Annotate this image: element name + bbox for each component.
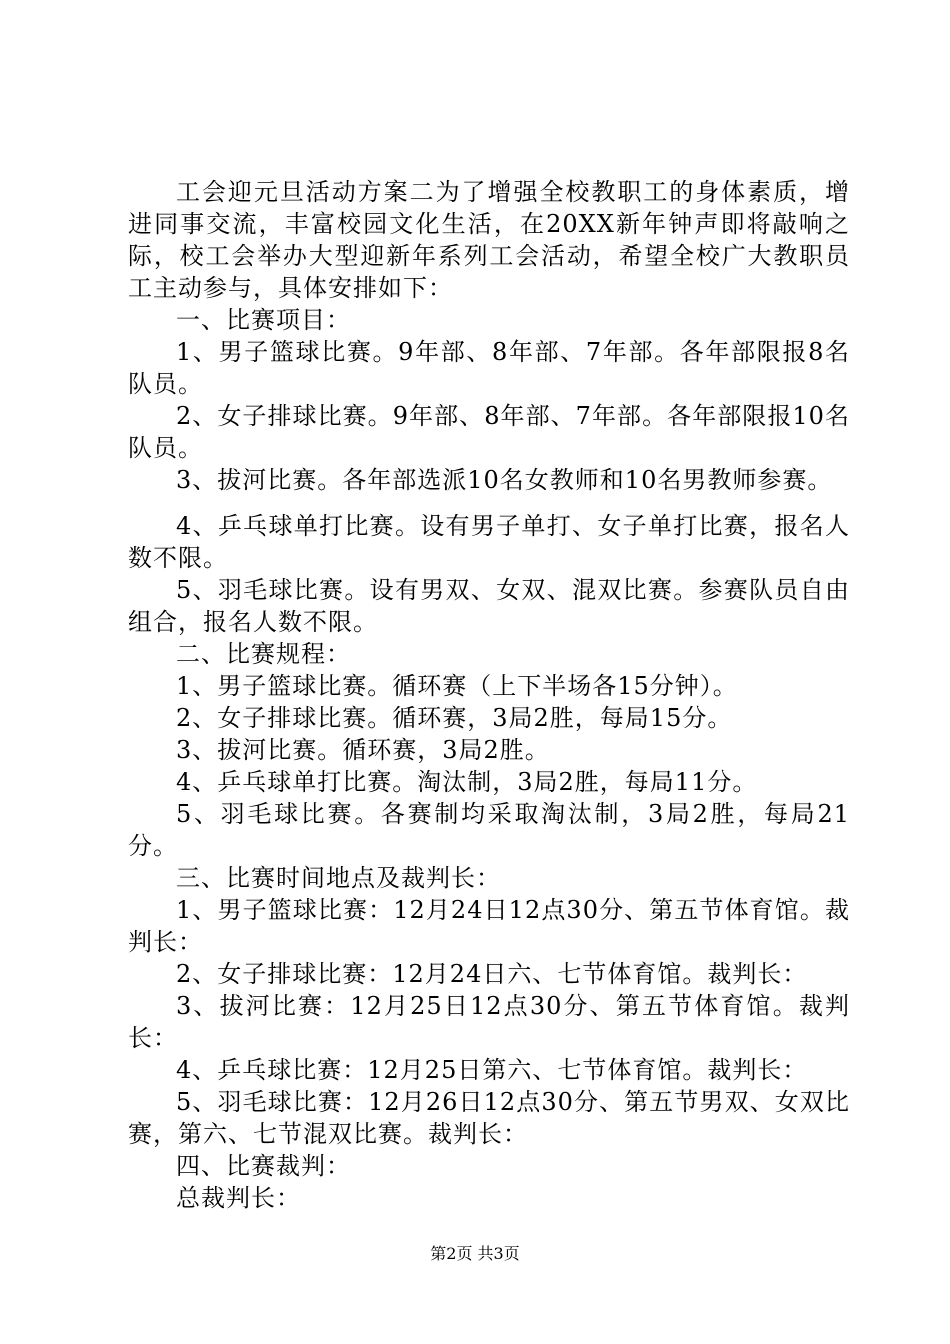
schedule-badminton: 5、羽毛球比赛：12月26日12点30分、第五节男双、女双比赛，第六、七节混双比赛。裁判长： xyxy=(128,1088,850,1148)
intro-paragraph: 工会迎元旦活动方案二为了增强全校教职工的身体素质，增进同事交流，丰富校园文化生活，在20XX新年钟声即将敲响之际，校工会举办大型迎新年系列工会活动，希望全校广大教职员工主动参与，具体安排如下： xyxy=(128,178,850,302)
section-heading-referees: 四、比赛裁判： xyxy=(176,1152,351,1180)
chief-referee-line: 总裁判长： xyxy=(176,1184,301,1212)
rule-table-tennis: 4、乒乓球单打比赛。淘汰制，3局2胜，每局11分。 xyxy=(176,768,758,796)
section-heading-items: 一、比赛项目： xyxy=(176,306,351,334)
rule-volleyball: 2、女子排球比赛。循环赛，3局2胜，每局15分。 xyxy=(176,704,733,732)
section-heading-rules: 二、比赛规程： xyxy=(176,640,351,668)
schedule-table-tennis: 4、乒乓球比赛：12月25日第六、七节体育馆。裁判长： xyxy=(176,1056,808,1084)
schedule-tug-of-war: 3、拔河比赛：12月25日12点30分、第五节体育馆。裁判长： xyxy=(128,992,850,1052)
rule-basketball: 1、男子篮球比赛。循环赛（上下半场各15分钟）。 xyxy=(176,672,738,700)
rule-badminton: 5、羽毛球比赛。各赛制均采取淘汰制，3局2胜，每局21分。 xyxy=(128,800,850,860)
page-footer: 第2页 共3页 xyxy=(430,1244,520,1263)
item-badminton: 5、羽毛球比赛。设有男双、女双、混双比赛。参赛队员自由组合，报名人数不限。 xyxy=(128,576,850,636)
item-table-tennis: 4、乒乓球单打比赛。设有男子单打、女子单打比赛，报名人数不限。 xyxy=(128,512,850,572)
item-tug-of-war: 3、拔河比赛。各年部选派10名女教师和10名男教师参赛。 xyxy=(176,466,833,494)
schedule-basketball: 1、男子篮球比赛：12月24日12点30分、第五节体育馆。裁判长： xyxy=(128,896,850,956)
item-volleyball: 2、女子排球比赛。9年部、8年部、7年部。各年部限报10名队员。 xyxy=(128,402,850,462)
schedule-volleyball: 2、女子排球比赛：12月24日六、七节体育馆。裁判长： xyxy=(176,960,808,988)
item-basketball: 1、男子篮球比赛。9年部、8年部、7年部。各年部限报8名队员。 xyxy=(128,338,850,398)
section-heading-schedule: 三、比赛时间地点及裁判长： xyxy=(176,864,501,892)
rule-tug-of-war: 3、拔河比赛。循环赛，3局2胜。 xyxy=(176,736,550,764)
document-body xyxy=(128,176,850,1214)
